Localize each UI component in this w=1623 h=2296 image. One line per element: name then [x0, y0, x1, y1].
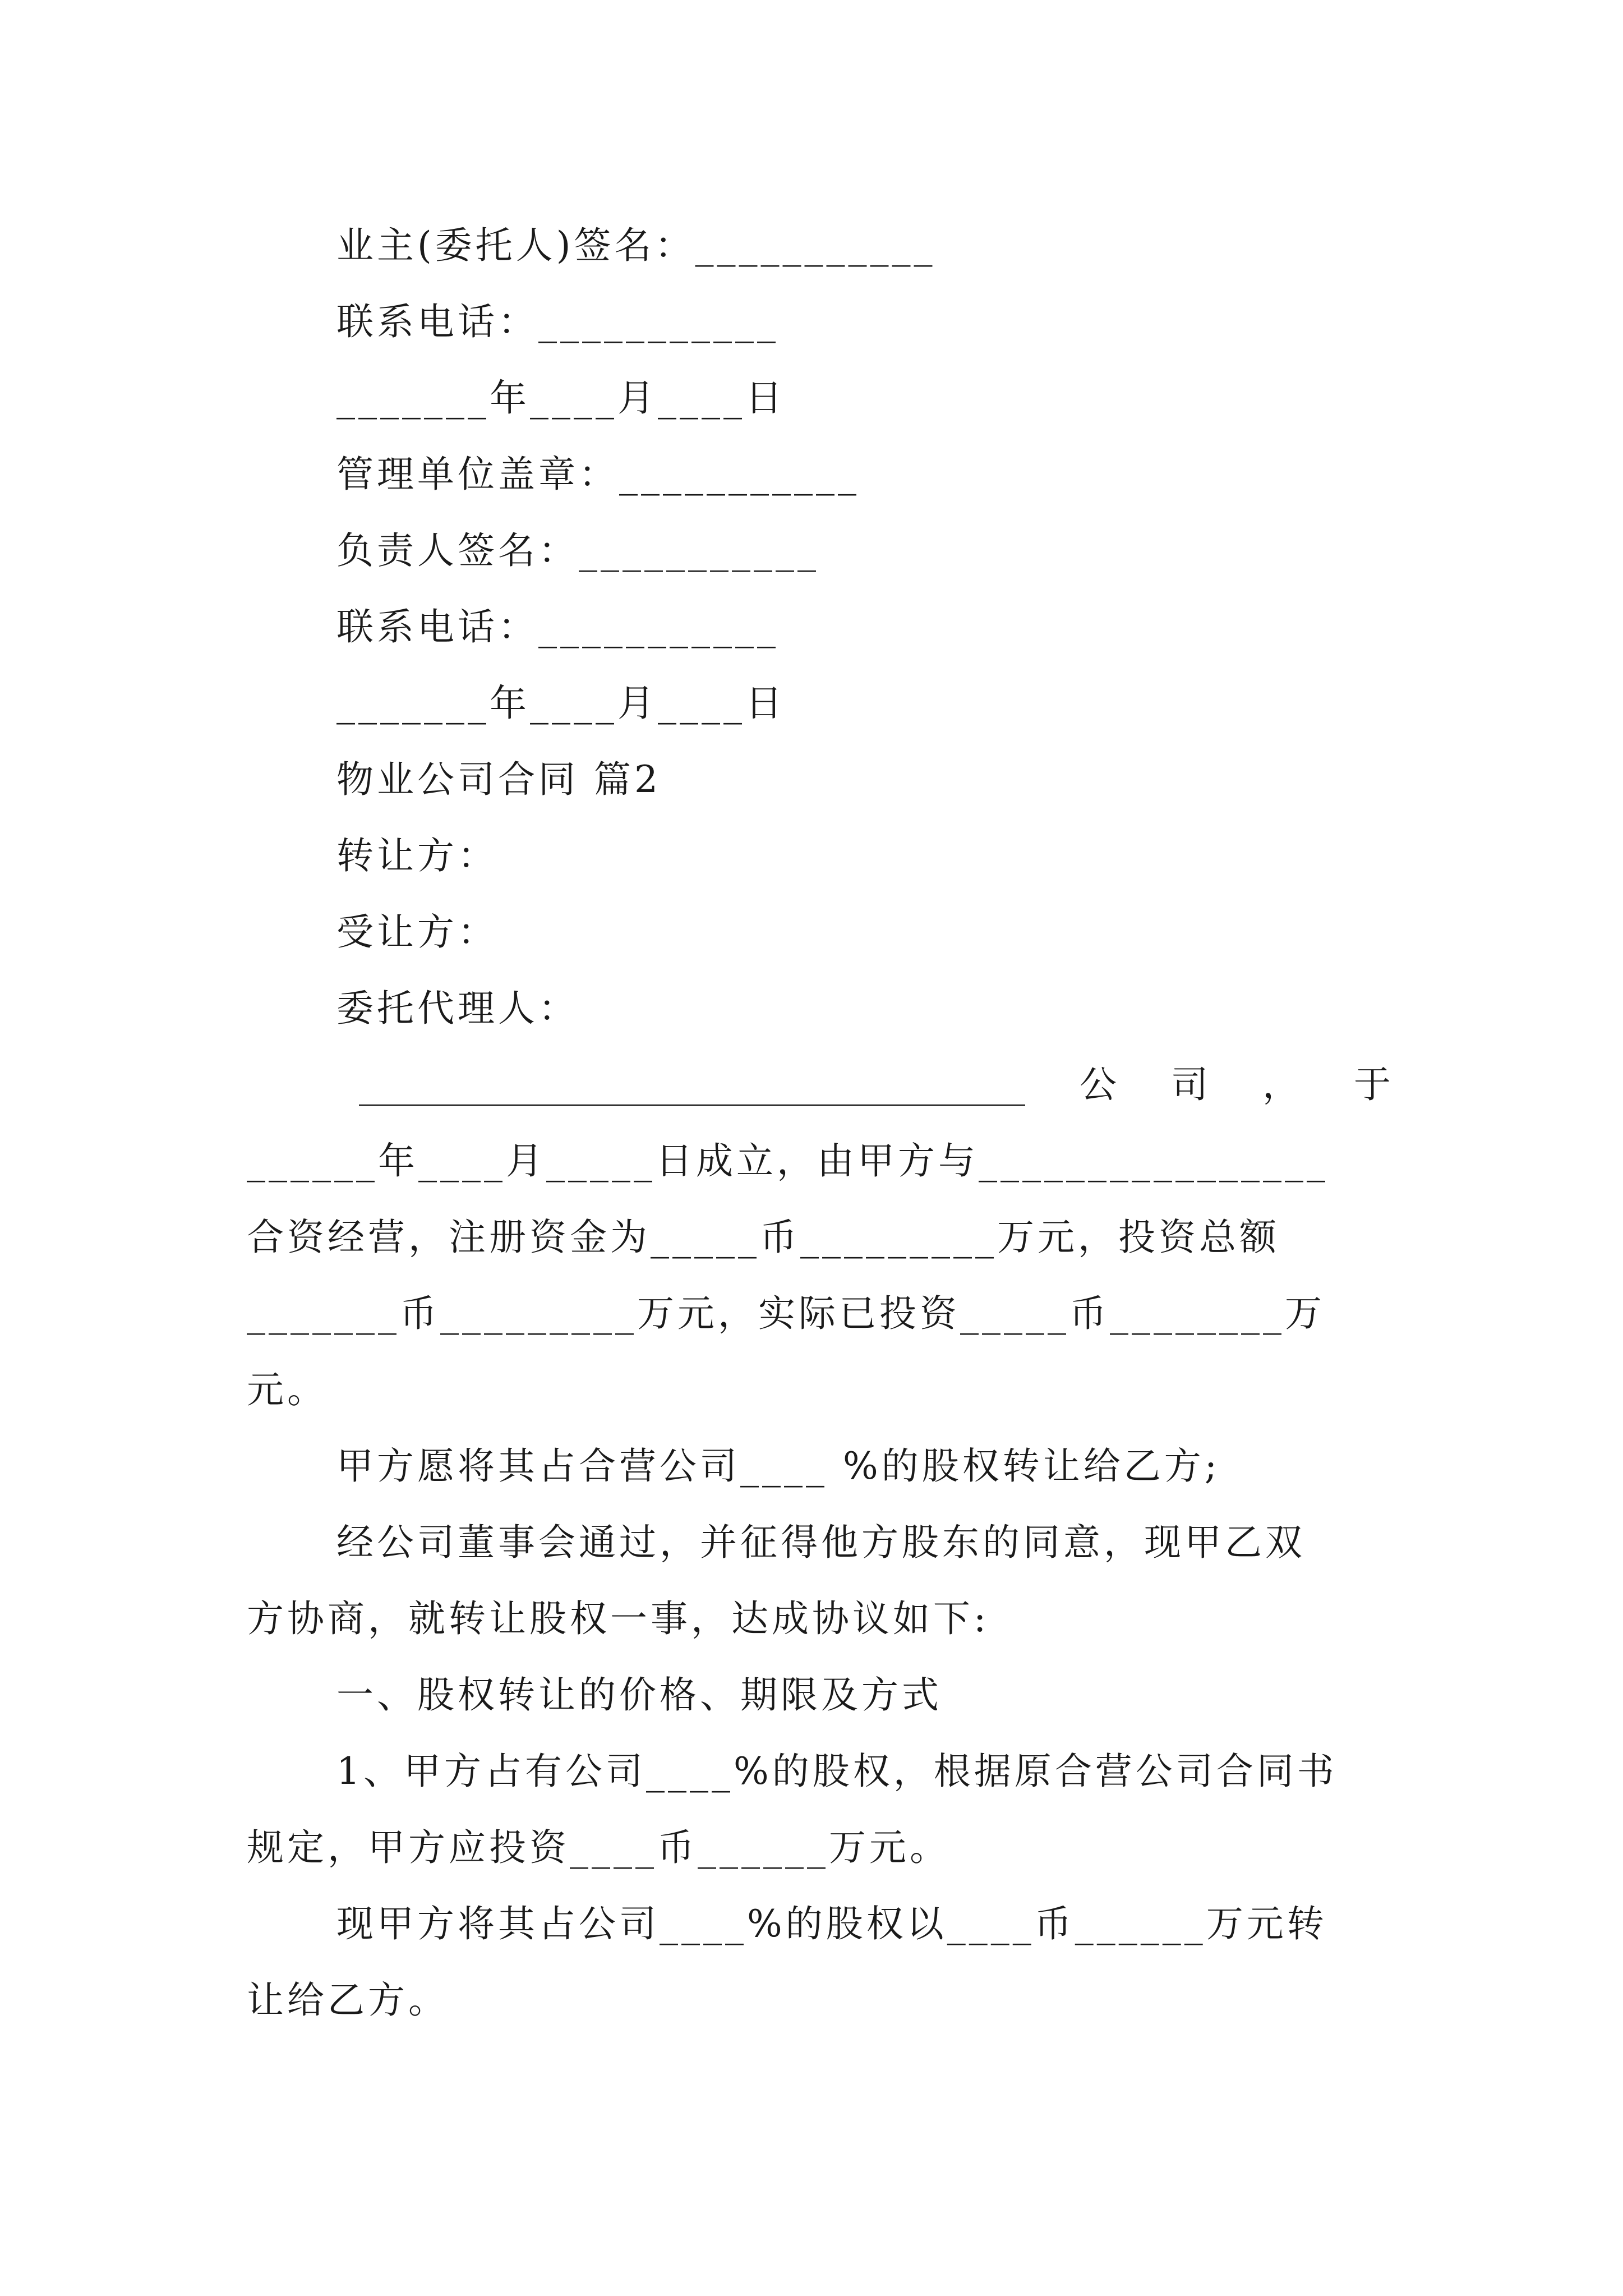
board-approval-line-2: 方协商，就转让股权一事，达成协议如下: [247, 1597, 990, 1640]
intro-line-2: ______年____月_____日成立，由甲方与________________ [247, 1139, 1329, 1182]
owner-phone-line: 联系电话：___________ [336, 300, 779, 343]
intro-line-1 [359, 1062, 1391, 1107]
intro-line-4: _______币_________万元，实际已投资_____币________万 [247, 1292, 1325, 1335]
item-1-line-1: 1、甲方占有公司____%的股权，根据原合营公司合同书 [336, 1750, 1338, 1793]
manager-phone-line: 联系电话：___________ [336, 605, 779, 648]
agent-line: 委托代理人： [336, 987, 579, 1030]
manager-date-line: _______年____月____日 [336, 682, 786, 725]
intro-char: ， [1262, 1063, 1299, 1106]
item-1-line-2: 规定，甲方应投资____币______万元。 [247, 1826, 950, 1869]
item-1b-line-2: 让给乙方。 [247, 1978, 449, 2022]
manager-seal-line: 管理单位盖章：___________ [336, 453, 860, 496]
intro-line-5: 元。 [247, 1368, 328, 1411]
intro-line-3: 合资经营，注册资金为_____币_________万元，投资总额 [247, 1216, 1280, 1259]
transferor-line: 转让方： [336, 834, 498, 877]
intro-blank: ____________________________________ [359, 1063, 1025, 1106]
intro-char: 司 [1171, 1063, 1208, 1106]
section-1-title: 一、股权转让的价格、期限及方式 [336, 1673, 942, 1717]
equity-transfer-paragraph: 甲方愿将其占合营公司____ %的股权转让给乙方; [336, 1444, 1220, 1488]
owner-date-line: _______年____月____日 [336, 376, 786, 420]
owner-signature-line: 业主(委托人)签名：___________ [336, 224, 936, 267]
manager-signature-line: 负责人签名：___________ [336, 529, 819, 572]
contract-heading: 物业公司合同 篇2 [336, 758, 661, 801]
item-1b-line-1: 现甲方将其占公司____%的股权以____币______万元转 [336, 1902, 1327, 1945]
transferee-line: 受让方： [336, 910, 498, 954]
board-approval-line-1: 经公司董事会通过，并征得他方股东的同意，现甲乙双 [336, 1521, 1306, 1564]
intro-char: 于 [1354, 1063, 1391, 1106]
intro-char: 公 [1080, 1063, 1117, 1106]
